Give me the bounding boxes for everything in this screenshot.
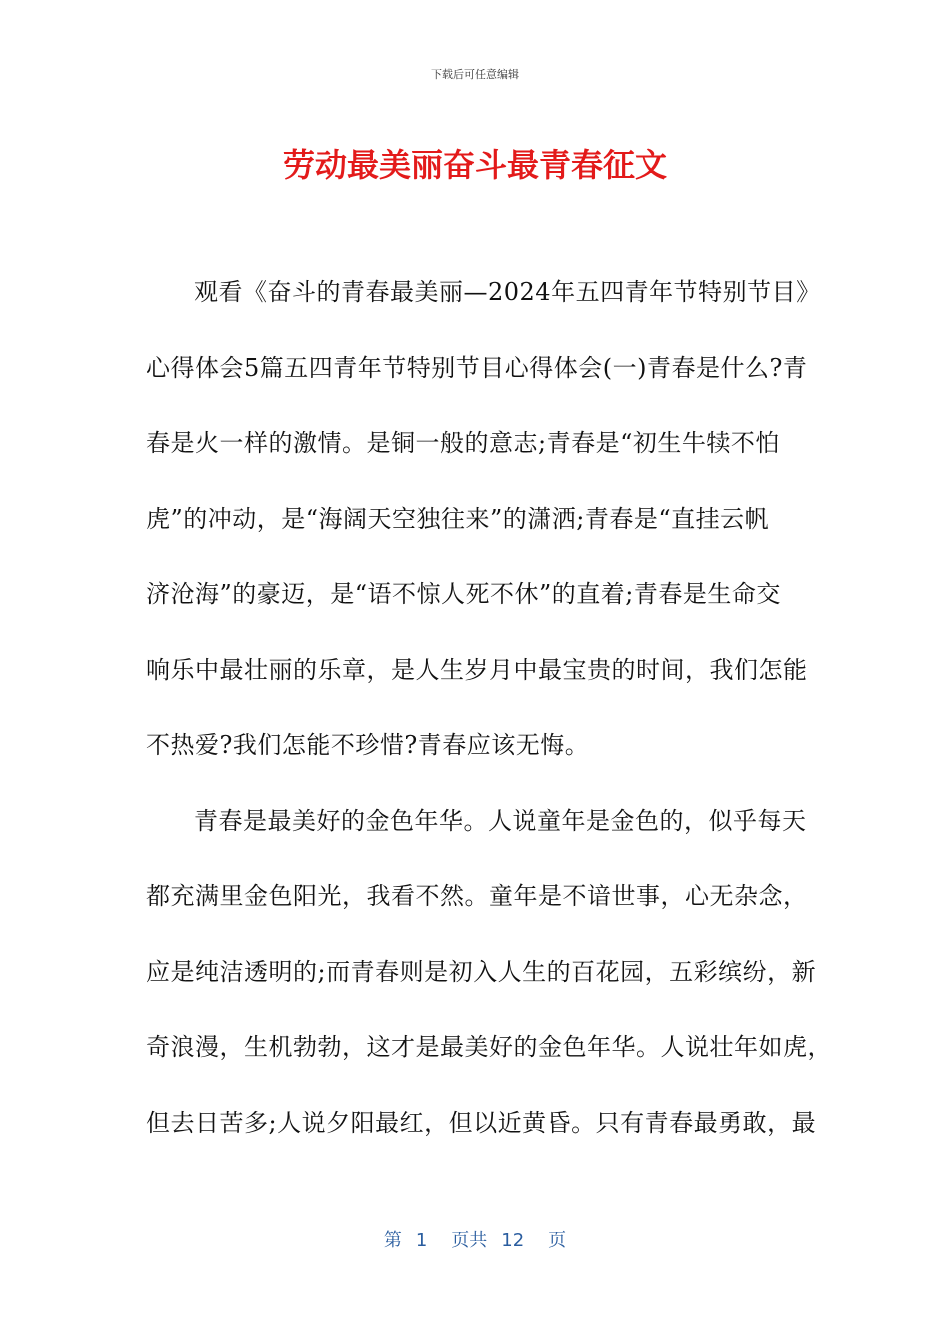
total-pages: 12 (501, 1230, 525, 1251)
document-title: 劳动最美丽奋斗最青春征文 (282, 146, 667, 184)
page-number: 1 (415, 1230, 428, 1251)
paragraph-line: 济沧海”的豪迈，是“语不惊人死不休”的直着;青春是生命交 (146, 580, 781, 608)
paragraph-line: 但去日苦多;人说夕阳最红，但以近黄昏。只有青春最勇敢，最 (146, 1108, 817, 1137)
document-body (146, 255, 832, 1161)
header-note: 下载后可任意编辑 (431, 68, 519, 81)
paragraph-line: 心得体会5篇五四青年节特别节目心得体会(一)青春是什么?青 (146, 353, 808, 382)
paragraph-line: 响乐中最壮丽的乐章，是人生岁月中最宝贵的时间，我们怎能 (146, 655, 808, 684)
paragraph-line: 奇浪漫，生机勃勃，这才是最美好的金色年华。人说壮年如虎， (146, 1033, 832, 1061)
paragraph-line: 都充满里金色阳光，我看不然。童年是不谙世事，心无杂念， (146, 882, 808, 910)
page-suffix: 页 (548, 1230, 567, 1251)
page-mid: 页共 (451, 1230, 488, 1251)
page-footer (0, 1226, 950, 1252)
paragraph-line: 春是火一样的激情。是铜一般的意志;青春是“初生牛犊不怕 (146, 429, 780, 457)
paragraph-line: 不热爱?我们怎能不珍惜?青春应该无悔。 (146, 731, 590, 759)
paragraph-line: 观看《奋斗的青春最美丽—2024年五四青年节特别节目》 (194, 278, 821, 306)
paragraph-line: 青春是最美好的金色年华。人说童年是金色的，似乎每天 (194, 806, 807, 835)
paragraph-line: 虎”的冲动，是“海阔天空独往来”的潇洒;青春是“直挂云帆 (146, 504, 770, 533)
paragraph-line: 应是纯洁透明的;而青春则是初入人生的百花园，五彩缤纷，新 (146, 957, 817, 986)
page-prefix: 第 (383, 1230, 402, 1251)
